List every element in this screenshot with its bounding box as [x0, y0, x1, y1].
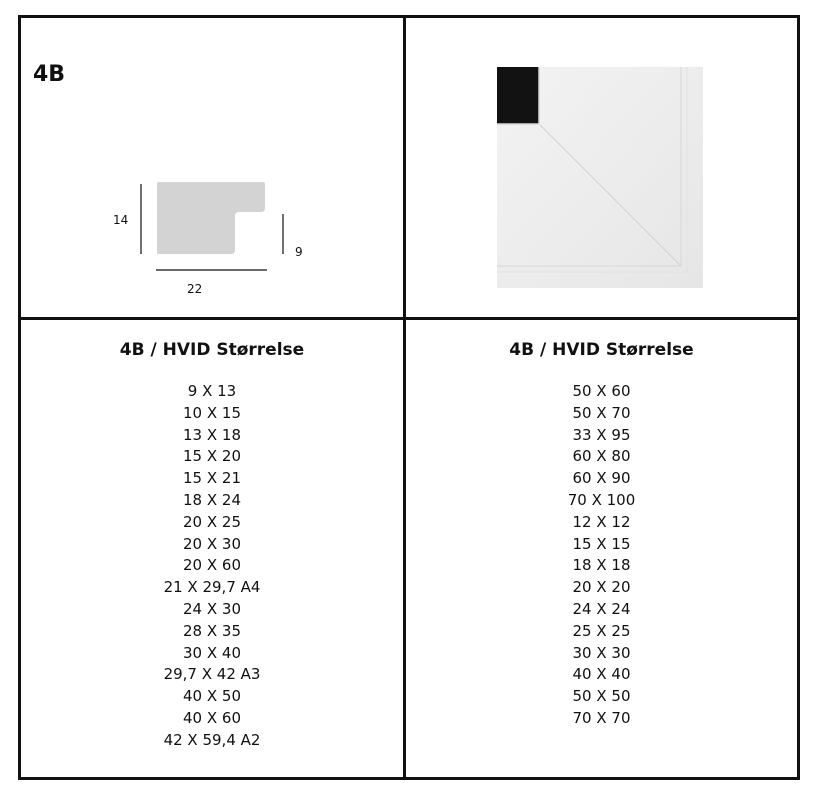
- size-item: 42 X 59,4 A2: [163, 730, 261, 749]
- rebate-dimension-label: 9: [295, 245, 303, 259]
- frame-corner-photo: [497, 67, 703, 288]
- size-item: 70 X 70: [572, 708, 631, 727]
- size-heading: 4B / HVID Størrelse: [119, 340, 305, 360]
- size-item: 29,7 X 42 A3: [163, 665, 261, 684]
- size-item: 20 X 25: [183, 512, 241, 531]
- size-item: 60 X 90: [572, 469, 631, 488]
- row-divider: [21, 317, 797, 320]
- size-item: 24 X 30: [183, 599, 241, 618]
- size-item: 20 X 30: [183, 534, 241, 553]
- profile-shape: [157, 182, 265, 254]
- size-table-right: [406, 339, 797, 730]
- size-item: 18 X 24: [183, 490, 241, 509]
- size-item: 24 X 24: [572, 599, 631, 618]
- width-dimension-label: 22: [187, 282, 203, 296]
- size-item: 10 X 15: [183, 403, 241, 422]
- size-item: 40 X 50: [183, 687, 241, 706]
- size-item: 15 X 21: [183, 469, 241, 488]
- size-item: 13 X 18: [183, 425, 241, 444]
- size-item: 50 X 50: [572, 687, 631, 706]
- size-item: 60 X 80: [572, 447, 631, 466]
- size-item: 25 X 25: [572, 621, 631, 640]
- size-item: 15 X 20: [183, 447, 241, 466]
- size-item: 70 X 100: [567, 490, 636, 509]
- size-item: 30 X 40: [183, 643, 241, 662]
- size-item: 33 X 95: [572, 425, 631, 444]
- size-item: 20 X 20: [572, 578, 631, 597]
- size-table-left: [21, 339, 403, 752]
- size-item: 15 X 15: [572, 534, 631, 553]
- size-item: 28 X 35: [183, 621, 241, 640]
- product-sheet: [18, 15, 800, 780]
- profile-title: 4B: [33, 62, 66, 87]
- size-heading: 4B / HVID Størrelse: [509, 340, 694, 360]
- picture-opening: [497, 67, 539, 124]
- profile-cross-section-diagram: [101, 168, 321, 298]
- height-dimension-label: 14: [113, 213, 129, 227]
- size-item: 20 X 60: [183, 556, 241, 575]
- size-item: 40 X 60: [183, 708, 241, 727]
- size-item: 50 X 70: [572, 403, 631, 422]
- size-item: 50 X 60: [572, 382, 631, 400]
- size-item: 18 X 18: [572, 556, 631, 575]
- size-item: 21 X 29,7 A4: [163, 578, 261, 597]
- size-item: 12 X 12: [572, 512, 631, 531]
- frame-corner-image: [497, 67, 703, 288]
- size-list: [406, 381, 797, 730]
- size-list: [21, 381, 403, 752]
- size-item: 30 X 30: [572, 643, 631, 662]
- size-item: 9 X 13: [187, 382, 237, 400]
- size-item: 40 X 40: [572, 665, 631, 684]
